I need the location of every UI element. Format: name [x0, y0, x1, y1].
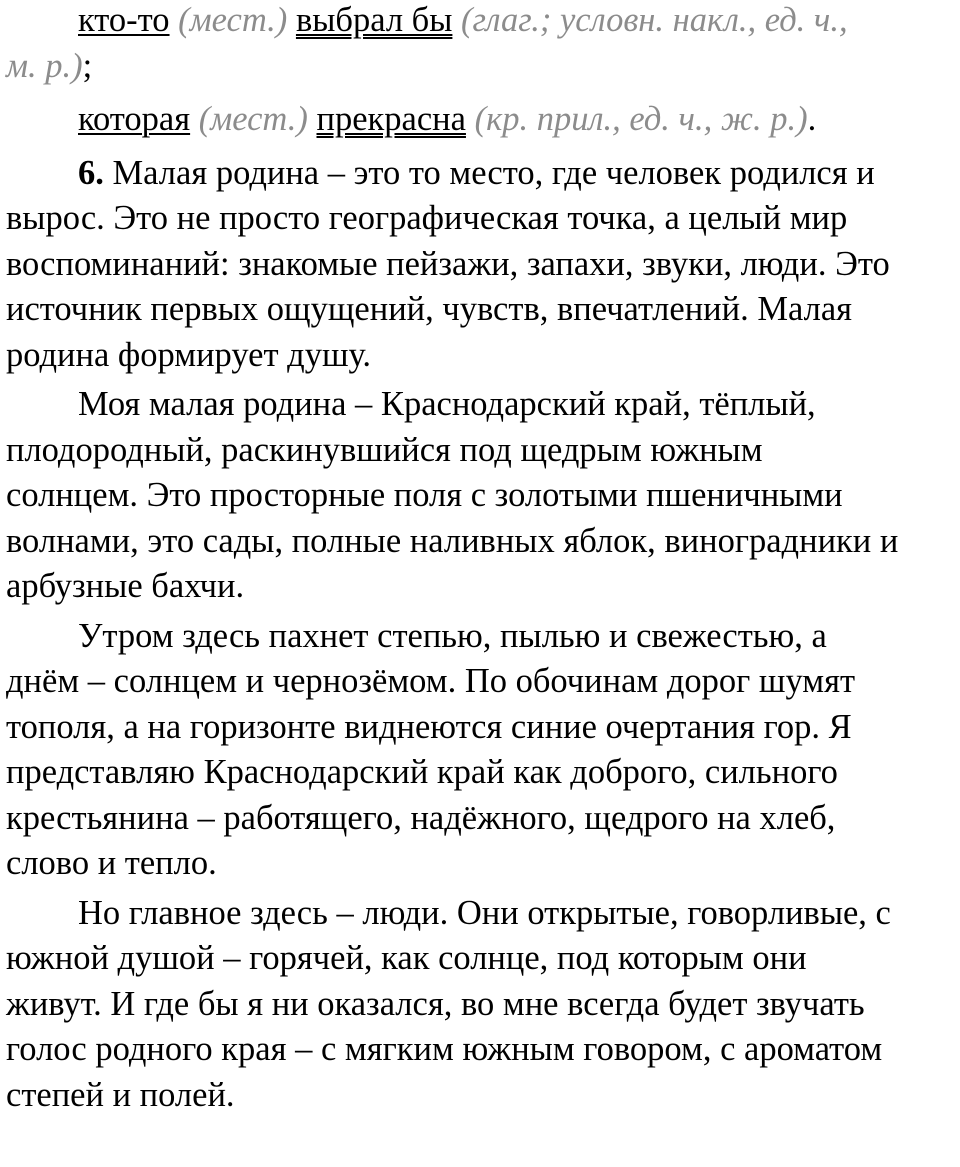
document-page [6, 0, 960, 1118]
punctuation: ; [82, 46, 93, 85]
analysis-line-1-continued [6, 44, 960, 90]
text-line: голос родного края – с мягким южным говором, с ароматом [6, 1030, 883, 1068]
text-line: волнами, это сады, полные наливных яблок, виноградники и [6, 521, 899, 560]
subject-word: которая [78, 100, 191, 138]
text-line: солнцем. Это просторные поля с золотыми пшеничными [6, 476, 843, 514]
text-line: степей и полей. [6, 1075, 235, 1114]
pos-note: м. р.) [6, 46, 83, 85]
text-line: живут. И где бы я ни оказался, во мне всегда будет звучать [6, 984, 865, 1023]
text-line: родина формирует душу. [6, 335, 371, 374]
essay-paragraph-2 [6, 382, 960, 610]
text-line: Моя малая родина – Краснодарский край, тёплый, [78, 385, 816, 423]
task-number: 6. [78, 153, 104, 192]
text-line: плодородный, раскинувшийся под щедрым южным [6, 430, 763, 469]
text-line-content: Малая родина – это то место, где человек родился и [112, 153, 875, 192]
pos-note: (мест.) [198, 100, 308, 138]
text-line: южной душой – горячей, как солнце, под которым они [6, 939, 807, 977]
text-line: днём – солнцем и чернозёмом. По обочинам дорог шумят [6, 662, 856, 700]
subject-word: кто-то [78, 1, 170, 39]
text-line: Утром здесь пахнет степью, пылью и свежестью, а [78, 616, 827, 655]
essay-paragraph-1 [6, 151, 960, 379]
text-line: воспоминаний: знакомые пейзажи, запахи, звуки, люди. Это [6, 244, 890, 283]
text-line: арбузные бахчи. [6, 567, 245, 605]
essay-paragraph-3 [6, 614, 960, 887]
punctuation: . [807, 100, 817, 138]
text-line: крестьянина – работящего, надёжного, щедрого на хлеб, [6, 798, 836, 837]
text-line: вырос. Это не просто географическая точка, а целый мир [6, 199, 848, 237]
text-line: Но главное здесь – люди. Они открытые, говорливые, с [78, 893, 891, 932]
text-line: тополя, а на горизонте виднеются синие очертания гор. Я [6, 707, 852, 746]
essay-paragraph-4 [6, 891, 960, 1119]
text-line: слово и тепло. [6, 844, 217, 882]
analysis-line-2 [6, 97, 960, 143]
text-line: представляю Краснодарский край как доброго, сильного [6, 753, 838, 791]
pos-note: (кр. прил., ед. ч., ж. р.) [474, 100, 808, 138]
predicate-word: выбрал бы [295, 1, 453, 39]
text-line [6, 151, 960, 197]
predicate-word: прекрасна [316, 100, 466, 138]
text-line: источник первых ощущений, чувств, впечатлений. Малая [6, 290, 853, 328]
pos-note: (глаг.; условн. накл., ед. ч., [461, 1, 848, 39]
pos-note: (мест.) [178, 1, 288, 39]
analysis-line-1 [6, 0, 960, 44]
